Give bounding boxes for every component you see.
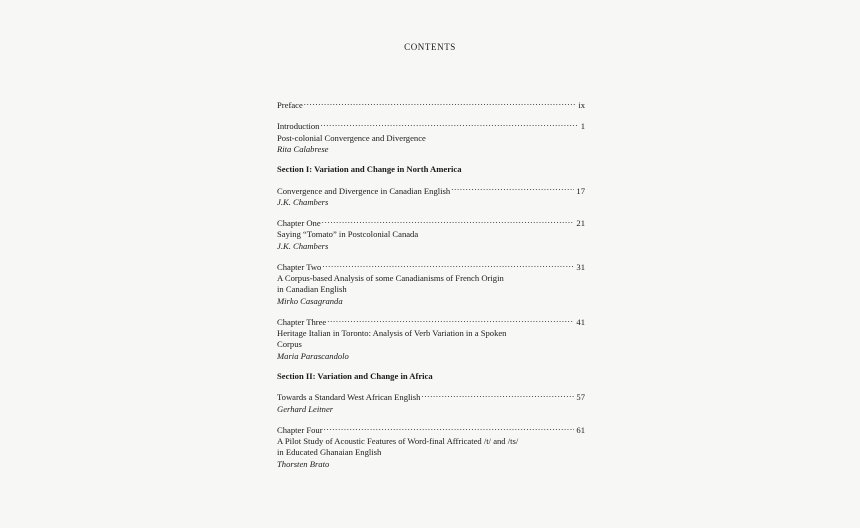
- dot-leader: [304, 99, 576, 108]
- toc-page-number: 21: [576, 218, 585, 229]
- toc-entry-subtitle-cont: in Canadian English: [277, 284, 347, 295]
- toc-page-number: 1: [580, 121, 585, 132]
- toc-entry-subtitle-cont: Corpus: [277, 339, 302, 350]
- toc-entry[interactable]: [277, 185, 585, 208]
- toc-entry-subtitle: A Pilot Study of Acoustic Features of Word-final Affricated /t/ and /ts/: [277, 436, 519, 447]
- toc-entry[interactable]: [277, 261, 585, 307]
- toc-entry-line[interactable]: [277, 99, 585, 111]
- toc-entry-author: J.K. Chambers: [277, 240, 329, 251]
- toc-entry-list: [277, 99, 585, 470]
- dot-leader: [327, 316, 574, 325]
- page-title: contents: [404, 38, 456, 53]
- dot-leader: [322, 217, 574, 226]
- toc-entry-line[interactable]: [277, 391, 585, 403]
- section-heading: Section II: Variation and Change in Africa: [277, 370, 433, 381]
- toc-entry-author: Mirko Casagranda: [277, 295, 343, 306]
- toc-entry[interactable]: [277, 217, 585, 252]
- toc-entry-line[interactable]: [277, 316, 585, 328]
- toc-entry-subtitle: A Corpus-based Analysis of some Canadianisms of French Origin: [277, 273, 504, 284]
- toc-entry-line[interactable]: [277, 217, 585, 229]
- toc-entry-label: Convergence and Divergence in Canadian English: [277, 185, 451, 196]
- toc-entry-line[interactable]: [277, 424, 585, 436]
- toc-entry[interactable]: [277, 316, 585, 362]
- toc-entry-label: Preface: [277, 100, 303, 110]
- dot-leader: [324, 424, 574, 433]
- toc-entry-author: Rita Calabrese: [277, 143, 329, 154]
- section-heading: Section I: Variation and Change in North America: [277, 164, 462, 175]
- toc-entry-label: Towards a Standard West African English: [277, 392, 421, 403]
- toc-entry-line[interactable]: [277, 120, 585, 132]
- dot-leader: [322, 261, 574, 270]
- toc-entry-author: Gerhard Leitner: [277, 403, 334, 414]
- toc-entry-label: Chapter Three: [277, 316, 327, 327]
- toc-entry-author: Thorsten Brato: [277, 458, 330, 469]
- toc-page-number: 31: [576, 261, 585, 272]
- toc-entry-label: Chapter Four: [277, 424, 323, 435]
- toc-entry[interactable]: [277, 424, 585, 470]
- dot-leader: [320, 120, 578, 129]
- toc-page-number: 57: [576, 392, 585, 403]
- toc-entry-author: Maria Parascandolo: [277, 350, 349, 361]
- toc-entry-label: Chapter One: [277, 218, 321, 229]
- toc-entry-subtitle: Saying “Tomato” in Postcolonial Canada: [277, 229, 419, 240]
- toc-page-number: ix: [578, 100, 585, 110]
- dot-leader: [451, 185, 574, 194]
- toc-entry-subtitle: Post-colonial Convergence and Divergence: [277, 132, 426, 143]
- dot-leader: [421, 391, 573, 400]
- toc-entry[interactable]: [277, 391, 585, 414]
- toc-entry-line[interactable]: [277, 261, 585, 273]
- toc-entry-subtitle-cont: in Educated Ghanaian English: [277, 447, 382, 458]
- toc-entry-line[interactable]: [277, 185, 585, 197]
- toc-page-number: 17: [576, 185, 585, 196]
- toc-entry[interactable]: [277, 99, 585, 111]
- toc-page-number: 41: [576, 316, 585, 327]
- toc-entry-author: J.K. Chambers: [277, 196, 329, 207]
- toc-entry[interactable]: [277, 120, 585, 155]
- toc-entry-label: Introduction: [277, 121, 320, 132]
- toc-entry-label: Chapter Two: [277, 261, 322, 272]
- toc-page-number: 61: [576, 424, 585, 435]
- toc-entry-subtitle: Heritage Italian in Toronto: Analysis of Verb Variation in a Spoken: [277, 328, 507, 339]
